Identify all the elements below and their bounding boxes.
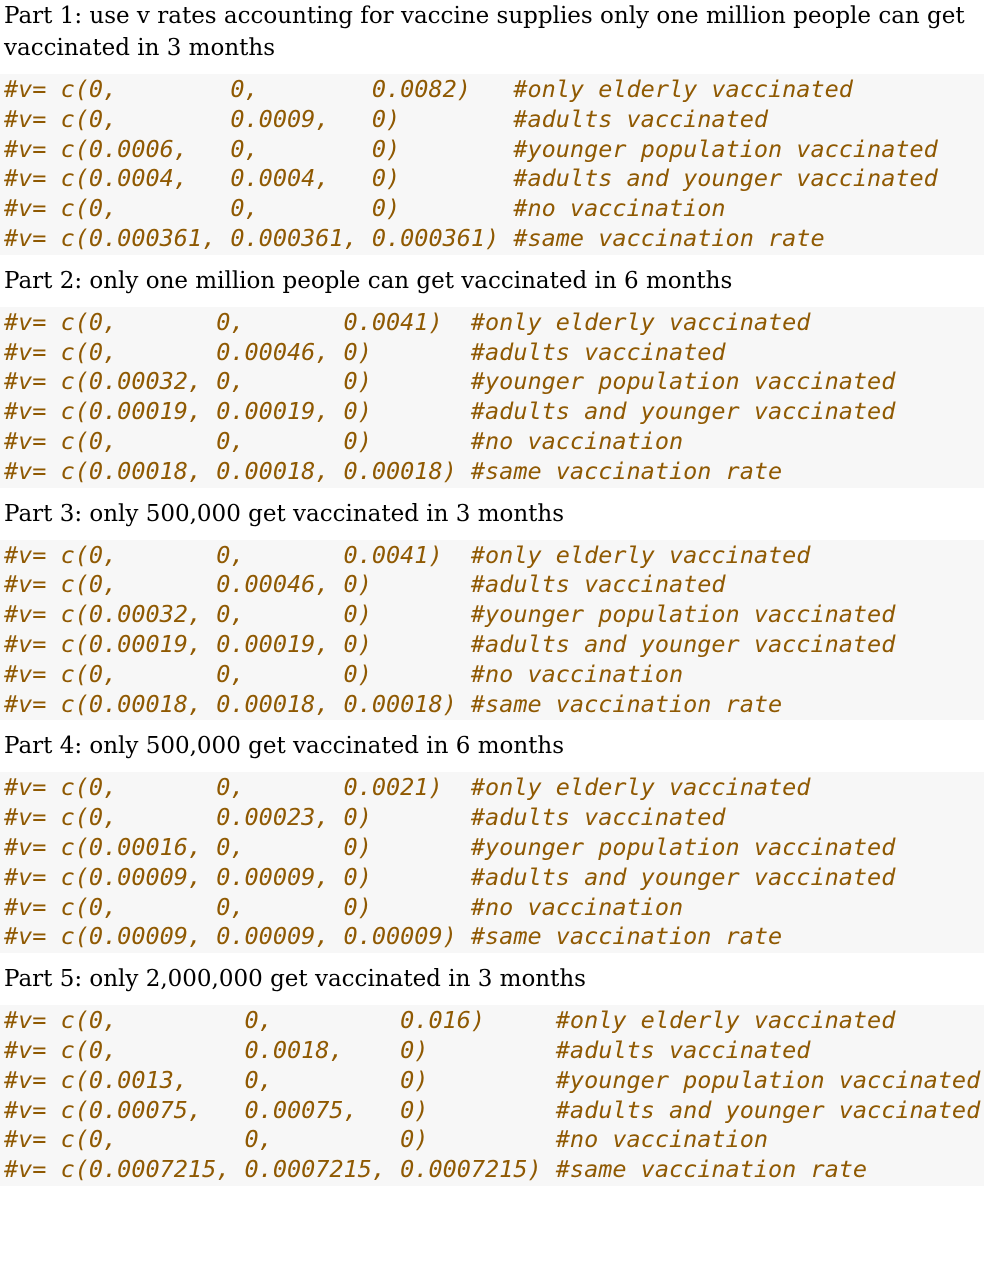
part-1-code-block xyxy=(0,74,984,255)
code-line: #v= c(0, 0, 0) #no vaccination xyxy=(4,1125,769,1154)
code-line: #v= c(0, 0, 0.016) #only elderly vaccinated xyxy=(4,1006,896,1035)
code-line: #v= c(0, 0.00046, 0) #adults vaccinated xyxy=(4,337,726,366)
code-line: #v= c(0, 0, 0) #no vaccination xyxy=(4,426,684,455)
part-5-code-block xyxy=(0,1005,984,1186)
code-line: #v= c(0, 0, 0.0082) #only elderly vaccinated xyxy=(4,75,853,103)
code-line: #v= c(0, 0.00046, 0) #adults vaccinated xyxy=(4,570,726,599)
part-1-heading: Part 1: use v rates accounting for vaccine supplies only one million people can get vaccinated in 3 months xyxy=(4,3,972,61)
code-line: #v= c(0.00018, 0.00018, 0.00018) #same vaccination rate xyxy=(4,456,783,485)
code-line: #v= c(0, 0, 0) #no vaccination xyxy=(4,892,684,921)
code-line: #v= c(0.00016, 0, 0) #younger population vaccinated xyxy=(4,832,896,861)
code-line: #v= c(0.00019, 0.00019, 0) #adults and younger vaccinated xyxy=(4,397,896,426)
code-line: #v= c(0, 0.00023, 0) #adults vaccinated xyxy=(4,803,726,832)
part-2-code-block xyxy=(0,307,984,488)
part-4-heading: Part 4: only 500,000 get vaccinated in 6 months xyxy=(4,733,565,760)
code-line: #v= c(0.00032, 0, 0) #younger population vaccinated xyxy=(4,367,896,396)
code-line: #v= c(0.0004, 0.0004, 0) #adults and younger vaccinated xyxy=(4,164,938,193)
code-line: #v= c(0.00032, 0, 0) #younger population vaccinated xyxy=(4,600,896,629)
code-line: #v= c(0.00018, 0.00018, 0.00018) #same vaccination rate xyxy=(4,689,783,718)
code-line: #v= c(0, 0, 0.0041) #only elderly vaccinated xyxy=(4,307,811,336)
part-3-heading: Part 3: only 500,000 get vaccinated in 3 months xyxy=(4,500,565,527)
code-line: #v= c(0.0006, 0, 0) #younger population vaccinated xyxy=(4,134,938,163)
code-line: #v= c(0, 0, 0.0021) #only elderly vaccinated xyxy=(4,773,811,802)
code-line: #v= c(0, 0.0018, 0) #adults vaccinated xyxy=(4,1035,811,1064)
code-line: #v= c(0.0013, 0, 0) #younger population vaccinated xyxy=(4,1065,981,1094)
code-line: #v= c(0, 0.0009, 0) #adults vaccinated xyxy=(4,104,769,133)
part-2-heading: Part 2: only one million people can get vaccinated in 6 months xyxy=(4,267,733,294)
code-line: #v= c(0, 0, 0) #no vaccination xyxy=(4,659,684,688)
code-line: #v= c(0, 0, 0) #no vaccination xyxy=(4,194,726,223)
code-line: #v= c(0.0007215, 0.0007215, 0.0007215) #same vaccination rate xyxy=(4,1155,868,1184)
code-line: #v= c(0, 0, 0.0041) #only elderly vaccinated xyxy=(4,540,811,569)
code-line: #v= c(0.00009, 0.00009, 0) #adults and younger vaccinated xyxy=(4,862,896,891)
code-line: #v= c(0.000361, 0.000361, 0.000361) #same vaccination rate xyxy=(4,223,825,252)
part-3-code-block xyxy=(0,540,984,721)
part-4-code-block xyxy=(0,772,984,953)
code-line: #v= c(0.00075, 0.00075, 0) #adults and younger vaccinated xyxy=(4,1095,981,1124)
part-5-heading: Part 5: only 2,000,000 get vaccinated in 3 months xyxy=(4,966,586,993)
code-line: #v= c(0.00009, 0.00009, 0.00009) #same vaccination rate xyxy=(4,922,783,951)
code-line: #v= c(0.00019, 0.00019, 0) #adults and younger vaccinated xyxy=(4,629,896,658)
